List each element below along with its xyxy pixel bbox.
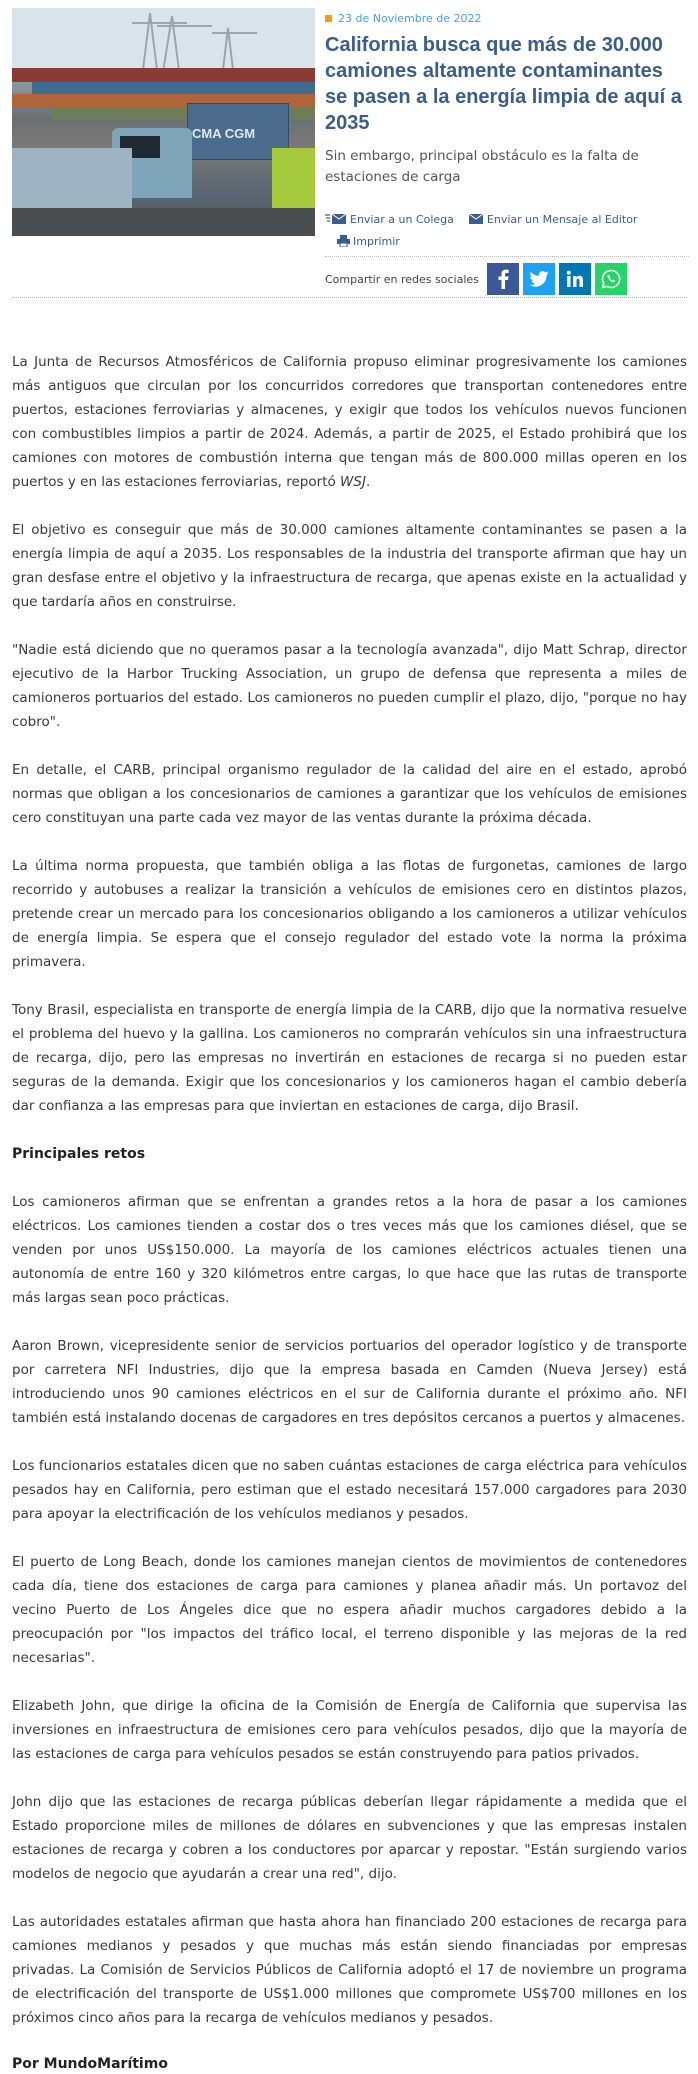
section-heading: Principales retos xyxy=(12,1146,146,1162)
send-mail-icon xyxy=(325,213,347,225)
article-paragraph: La última norma propuesta, que también obliga a las flotas de furgonetas, camiones de largo recorrido y autobuses a realizar la transición a vehículos de emisiones cero en distintos plazos, pretende crear un mercado para los concesionarios obligando a los camioneros a utilizar vehículos de energía limpia. Se espera que el consejo regulador del estado vote la norma la próxima primavera. xyxy=(12,858,687,970)
share-label: Compartir en redes sociales xyxy=(325,272,479,286)
article-meta xyxy=(325,10,689,252)
article-paragraph: En detalle, el CARB, principal organismo regulador de la calidad del aire en el estado, aprobó normas que obligan a los concesionarios de camiones a garantizar que los vehículos de emisiones cero constituyan una parte cada vez mayor de las ventas durante la próxima década. xyxy=(12,762,687,826)
article-actions xyxy=(325,208,689,252)
article-header xyxy=(0,0,698,300)
printer-icon xyxy=(337,235,350,247)
article-title: California busca que más de 30.000 camiones altamente contaminantes se pasen a la energía limpia de aquí a 2035 xyxy=(325,34,682,134)
linkedin-icon xyxy=(566,270,584,288)
whatsapp-icon xyxy=(601,269,621,289)
article-paragraph: La Junta de Recursos Atmosféricos de California propuso eliminar progresivamente los camiones más antiguos que circulan por los concurridos corredores que transportan contenedores entre puertos, estaciones ferroviarias y almacenes, y exigir que todos los vehículos nuevos funcionen con combustibles limpios a partir de 2024. Además, a partir de 2025, el Estado prohibirá que los camiones con motores de combustión interna que tengan más de 800.000 millas operen en los puertos y en las estaciones ferroviarias, reportó WSJ. xyxy=(12,354,687,490)
facebook-icon xyxy=(496,269,510,289)
article-subtitle: Sin embargo, principal obstáculo es la falta de estaciones de carga xyxy=(325,148,639,185)
whatsapp-share-button[interactable] xyxy=(595,263,627,295)
message-editor-link[interactable]: Enviar un Mensaje al Editor xyxy=(468,213,638,226)
send-to-colleague-link[interactable]: Enviar a un Colega xyxy=(325,213,454,226)
envelope-icon xyxy=(468,213,484,225)
article-paragraph: El puerto de Long Beach, donde los camiones manejan cientos de movimientos de contenedores cada día, tiene dos estaciones de carga para camiones y planea añadir más. Un portavoz del vecino Puerto de Los Ángeles dice que no espera añadir muchos cargadores debido a la preocupación por "los impactos del tráfico local, el terreno disponible y las mejoras de la red necesarias". xyxy=(12,1554,687,1666)
header-divider xyxy=(12,297,687,298)
article-paragraph: Elizabeth John, que dirige la oficina de la Comisión de Energía de California que supervisa las inversiones en infraestructura de emisiones cero para vehículos pesados, dijo que la mayoría de las estaciones de carga para vehículos pesados se están construyendo para patios privados. xyxy=(12,1698,687,1762)
facebook-share-button[interactable] xyxy=(487,263,519,295)
article-paragraph: Tony Brasil, especialista en transporte de energía limpia de la CARB, dijo que la normativa resuelve el problema del huevo y la gallina. Los camioneros no comprarán vehículos sin una infraestructura de recarga, dijo, pero las empresas no invertirán en estaciones de recarga si no pueden estar seguras de la demanda. Exigir que los concesionarios y los camioneros hagan el cambio debería dar confianza a las empresas para que inviertan en estaciones de carga, dijo Brasil. xyxy=(12,1002,687,1114)
bullet-icon xyxy=(325,15,332,22)
article-paragraph: Los funcionarios estatales dicen que no saben cuántas estaciones de carga eléctrica para vehículos pesados hay en California, pero estiman que el estado necesitará 157.000 cargadores para 2030 para apoyar la electrificación de los vehículos medianos y pesados. xyxy=(12,1458,687,1522)
article-photo: CMA CGM xyxy=(12,8,315,236)
article-date: 23 de Noviembre de 2022 xyxy=(338,11,482,25)
article-paragraph: El objetivo es conseguir que más de 30.000 camiones altamente contaminantes se pasen a la energía limpia de aquí a 2035. Los responsables de la industria del transporte afirman que hay un gran desfase entre el objetivo y la infraestructura de recarga, que apenas existe en la actualidad y que tardaría años en construirse. xyxy=(12,522,687,610)
article-paragraph: John dijo que las estaciones de recarga públicas deberían llegar rápidamente a medida que el Estado proporcione miles de millones de dólares en subvenciones y que las empresas instalen estaciones de recarga y cobren a los conductores por aparcar y repostar. "Están surgiendo varios modelos de negocio que ayudarán a crear una red", dijo. xyxy=(12,1794,687,1882)
article-paragraph: "Nadie está diciendo que no queramos pasar a la tecnología avanzada", dijo Matt Schrap, director ejecutivo de la Harbor Trucking Association, un grupo de defensa que representa a miles de camioneros portuarios del estado. Los camioneros no pueden cumplir el plazo, dijo, "porque no hay cobro". xyxy=(12,642,687,730)
print-link[interactable]: Imprimir xyxy=(337,235,400,248)
article-body xyxy=(12,350,687,2074)
linkedin-share-button[interactable] xyxy=(559,263,591,295)
share-bar xyxy=(325,256,689,295)
article-paragraph: Las autoridades estatales afirman que hasta ahora han financiado 200 estaciones de recarga para camiones medianos y pesados y que muchas más están siendo financiadas por empresas privadas. La Comisión de Servicios Públicos de California adoptó el 17 de noviembre un programa de electrificación del transporte de US$1.000 millones que compromete US$700 millones en los próximos cinco años para la recarga de vehículos medianos y pesados. xyxy=(12,1914,687,2026)
twitter-share-button[interactable] xyxy=(523,263,555,295)
source-wsj: WSJ xyxy=(340,474,366,490)
date-line xyxy=(325,10,689,26)
article-paragraph: Aaron Brown, vicepresidente senior de servicios portuarios del operador logístico y de transporte por carretera NFI Industries, dijo que la empresa basada en Camden (Nueva Jersey) está introduciendo unos 90 camiones eléctricos en el sur de California durante el próximo año. NFI también está instalando docenas de cargadores en tres depósitos cercanos a puertos y almacenes. xyxy=(12,1338,687,1426)
article-paragraph: Los camioneros afirman que se enfrentan a grandes retos a la hora de pasar a los camiones eléctricos. Los camiones tienden a costar dos o tres veces más que los camiones diésel, que se venden por unos US$150.000. La mayoría de los camiones eléctricos actuales tienen una autonomía de entre 160 y 320 kilómetros entre cargas, lo que hace que las rutas de transporte más largas sean poco prácticas. xyxy=(12,1194,687,1306)
twitter-icon xyxy=(529,271,549,287)
article-byline: Por MundoMarítimo xyxy=(12,2056,168,2072)
